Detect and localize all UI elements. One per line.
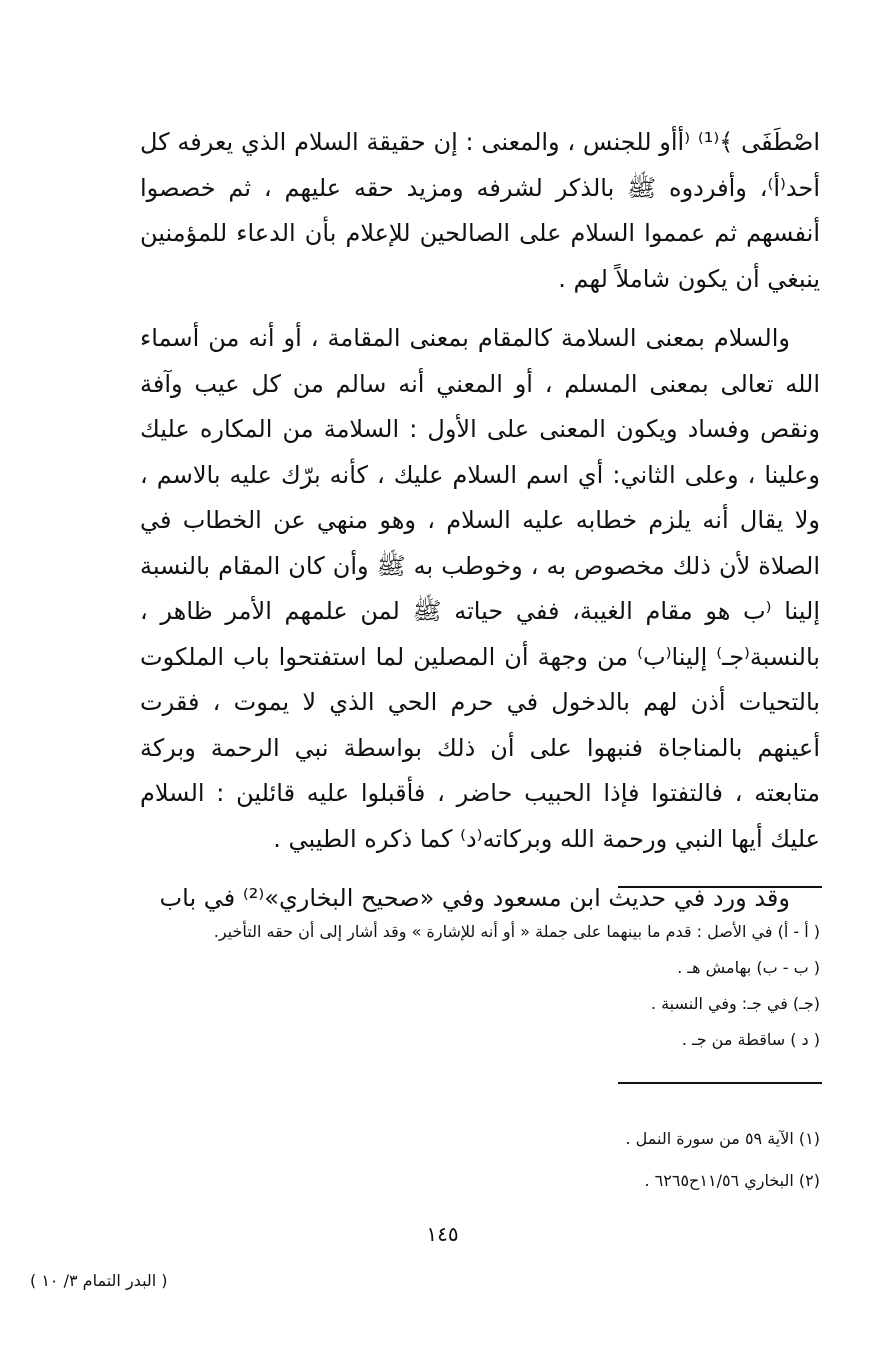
manuscript-note: (جـ) في جـ: وفي النسبة . (650, 994, 820, 1013)
page-number: ١٤٥ (426, 1222, 459, 1246)
paragraph-2: والسلام بمعنى السلامة كالمقام بمعنى المقامة ، أو أنه من أسماء الله تعالى بمعنى المسلم ، أو المعني أنه سالم من كل عيب وآفة ونقص وفساد ويكون المعنى على الأول : السلامة من المكاره عليك وعلينا ، وعلى الثاني: أي اسم السلام عليك ، كأنه برّك عليه بالاسم ، ولا يقال أنه يلزم خطابه عليه السلام ، وهو منهي عن الخطاب في الصلاة لأن ذلك مخصوص به ، وخوطب به ﷺ وأن كان المقام بالنسبة إلينا ⁽ب هو مقام الغيبة، ففي حياته ﷺ لمن علمهم الأمر ظاهر ، بالنسبة⁽جـ⁾ إلينا⁽ب⁾ من وجهة أن المصلين لما استفتحوا باب الملكوت بالتحيات أذن لهم بالدخول في حرم الحي الذي لا يموت ، فقرت أعينهم بالمناجاة فنبهوا على أن ذلك بواسطة نبي الرحمة وبركة متابعته ، فالتفتوا فإذا الحبيب حاضر ، فأقبلوا عليه قائلين : السلام عليك أيها النبي ورحمة الله وبركاته⁽د⁾ كما ذكره الطيبي . (140, 324, 820, 853)
paragraph-3: وقد ورد في حديث ابن مسعود وفي «صحيح البخاري»⁽²⁾ في باب (159, 884, 790, 912)
signature-mark: ( البدر التمام ٣/ ١٠ ) (30, 1271, 168, 1290)
manuscript-notes-divider (618, 886, 822, 888)
footnote: (١) الآية ٥٩ من سورة النمل . (625, 1129, 820, 1148)
main-text-body (140, 120, 820, 922)
manuscript-note: ( أ - أ) في الأصل : قدم ما بينهما على جملة « أو أنه للإشارة » وقد أشار إلى أن حقه التأخير. (213, 922, 820, 941)
footnote: (٢) البخاري ١١/٥٦ح٦٢٦٥ . (644, 1171, 820, 1190)
footnotes-divider (618, 1082, 822, 1084)
manuscript-note: ( ب - ب) بهامش هـ . (677, 958, 820, 977)
manuscript-notes (150, 914, 820, 1058)
manuscript-note: ( د ) ساقطة من جـ . (681, 1030, 820, 1049)
paragraph-1: اصْطَفَى ﴾⁽¹⁾ ⁽أأو للجنس ، والمعنى : إن حقيقة السلام الذي يعرفه كل أحد⁽أ⁾، وأفردوه ﷺ بالذكر لشرفه ومزيد حقه عليهم ، ثم خصصوا أنفسهم ثم عمموا السلام على الصالحين للإعلام بأن الدعاء للمؤمنين ينبغي أن يكون شاملاً لهم . (140, 128, 820, 293)
footnotes (150, 1118, 820, 1202)
